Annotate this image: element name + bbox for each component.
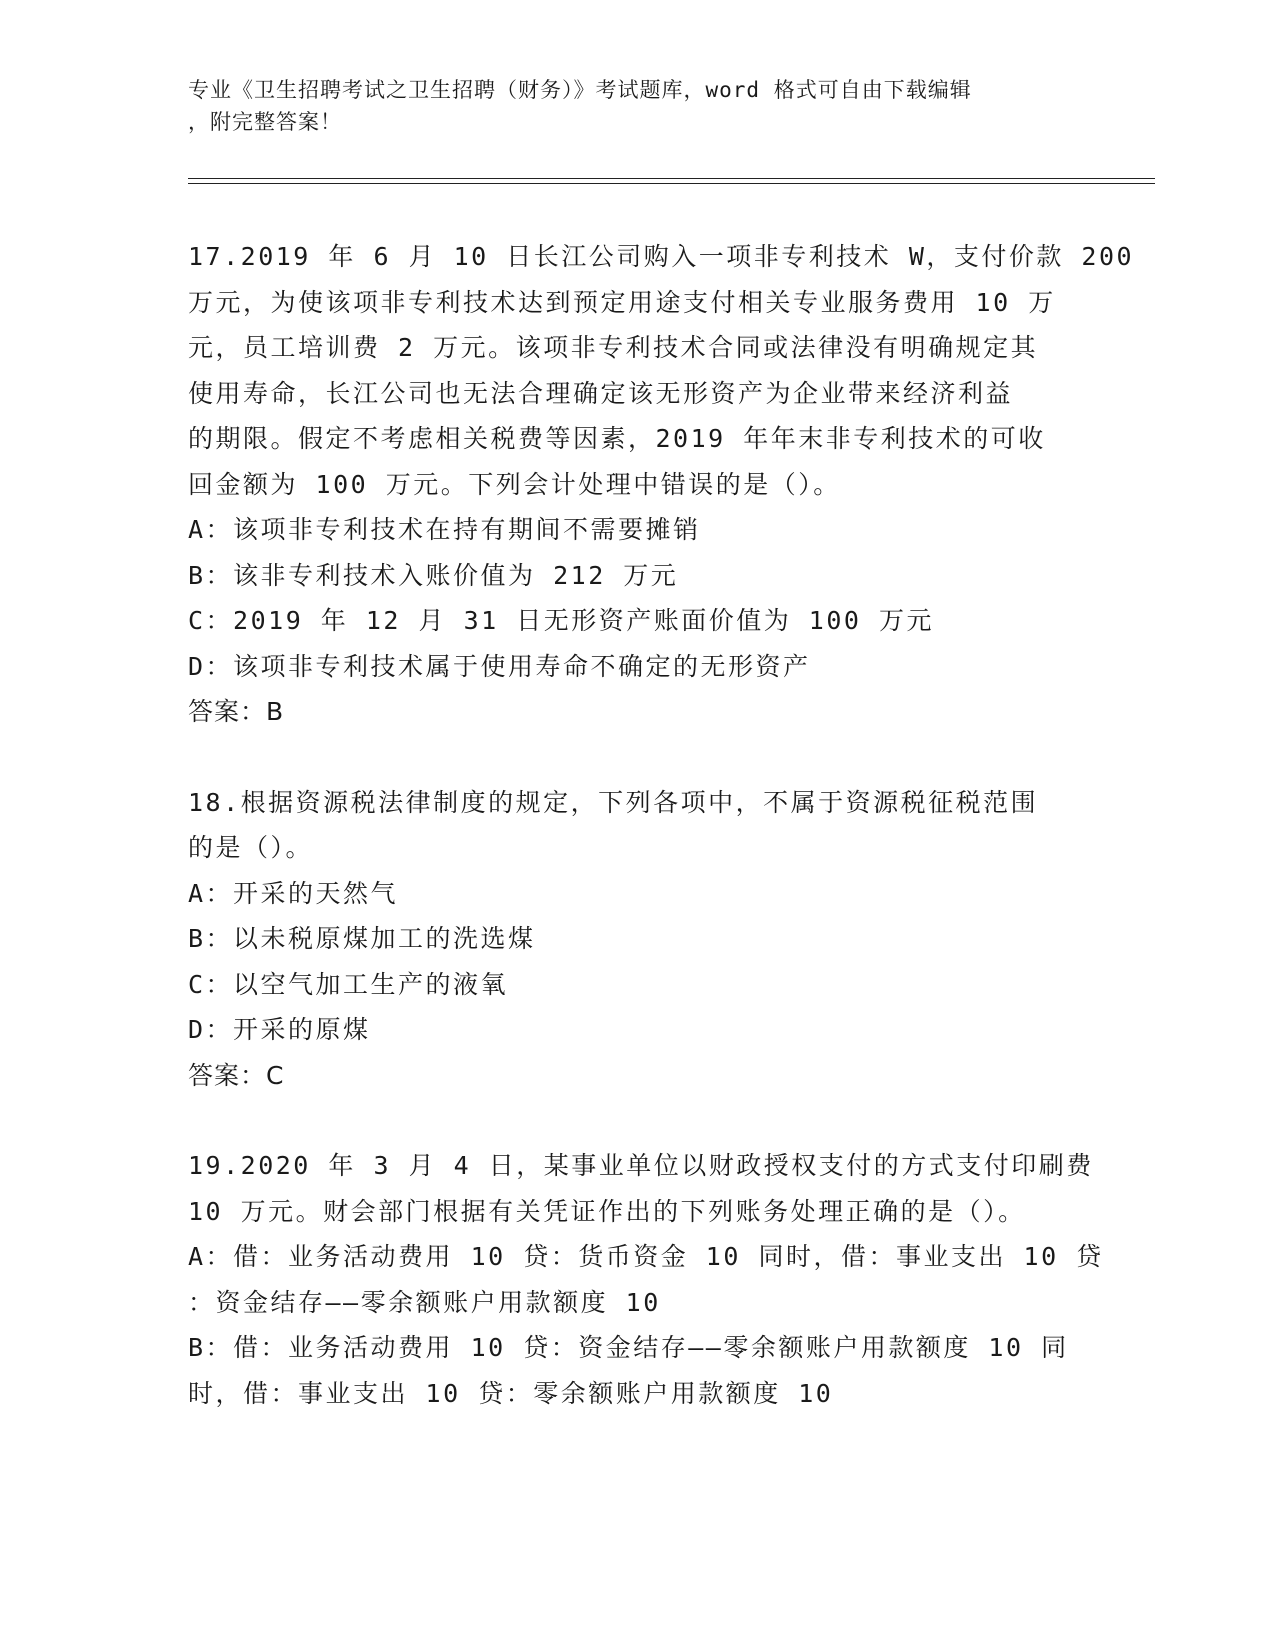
header-line: 专业《卫生招聘考试之卫生招聘（财务）》考试题库，word 格式可自由下载编辑 bbox=[188, 78, 972, 102]
answer-label: 答案：B bbox=[188, 697, 285, 726]
answer-label: 答案：C bbox=[188, 1060, 285, 1090]
option-c: C：以空气加工生产的液氧 bbox=[188, 969, 509, 999]
question-stem-line: 的期限。假定不考虑相关税费等因素，2019 年年末非专利技术的可收 bbox=[188, 424, 1046, 453]
question-stem-line: 万元，为使该项非专利技术达到预定用途支付相关专业服务费用 10 万 bbox=[188, 287, 1056, 317]
question-stem-line: 17.2019 年 6 月 10 日长江公司购入一项非专利技术 W，支付价款 200 bbox=[188, 242, 1135, 271]
option-b: B：借：业务活动费用 10 贷：资金结存——零余额账户用款额度 10 同 bbox=[188, 1333, 1069, 1362]
option-b: B：以未税原煤加工的洗选煤 bbox=[188, 924, 536, 953]
option-b: B：该非专利技术入账价值为 212 万元 bbox=[188, 560, 679, 590]
header-divider-top bbox=[188, 178, 1155, 179]
option-a: A：该项非专利技术在持有期间不需要摊销 bbox=[188, 515, 701, 544]
question-stem-line: 元，员工培训费 2 万元。该项非专利技术合同或法律没有明确规定其 bbox=[188, 333, 1039, 362]
question-stem-line: 回金额为 100 万元。下列会计处理中错误的是（）。 bbox=[188, 469, 841, 499]
question-19 bbox=[188, 1143, 1104, 1416]
option-a-continued: ：资金结存——零余额账户用款额度 10 bbox=[188, 1287, 661, 1317]
option-d: D：开采的原煤 bbox=[188, 1015, 371, 1044]
question-17 bbox=[188, 234, 1135, 735]
question-stem-line: 的是（）。 bbox=[188, 833, 314, 862]
question-stem-line: 使用寿命，长江公司也无法合理确定该无形资产为企业带来经济利益 bbox=[188, 378, 1014, 408]
option-a: A：借：业务活动费用 10 贷：货币资金 10 同时，借：事业支出 10 贷 bbox=[188, 1242, 1104, 1271]
question-stem-line: 10 万元。财会部门根据有关凭证作出的下列账务处理正确的是（）。 bbox=[188, 1196, 1026, 1226]
header-line: ，附完整答案！ bbox=[188, 110, 342, 134]
question-list bbox=[188, 234, 1135, 1461]
question-stem-line: 18.根据资源税法律制度的规定，下列各项中，不属于资源税征税范围 bbox=[188, 787, 1039, 817]
option-d: D：该项非专利技术属于使用寿命不确定的无形资产 bbox=[188, 651, 811, 681]
header-divider-bottom bbox=[188, 183, 1155, 184]
question-18 bbox=[188, 780, 1088, 1099]
option-c: C：2019 年 12 月 31 日无形资产账面价值为 100 万元 bbox=[188, 606, 934, 635]
question-stem-line: 19.2020 年 3 月 4 日，某事业单位以财政授权支付的方式支付印刷费 bbox=[188, 1151, 1094, 1180]
option-a: A：开采的天然气 bbox=[188, 878, 399, 908]
option-b-continued: 时，借：事业支出 10 贷：零余额账户用款额度 10 bbox=[188, 1378, 834, 1408]
document-header bbox=[188, 74, 1088, 138]
